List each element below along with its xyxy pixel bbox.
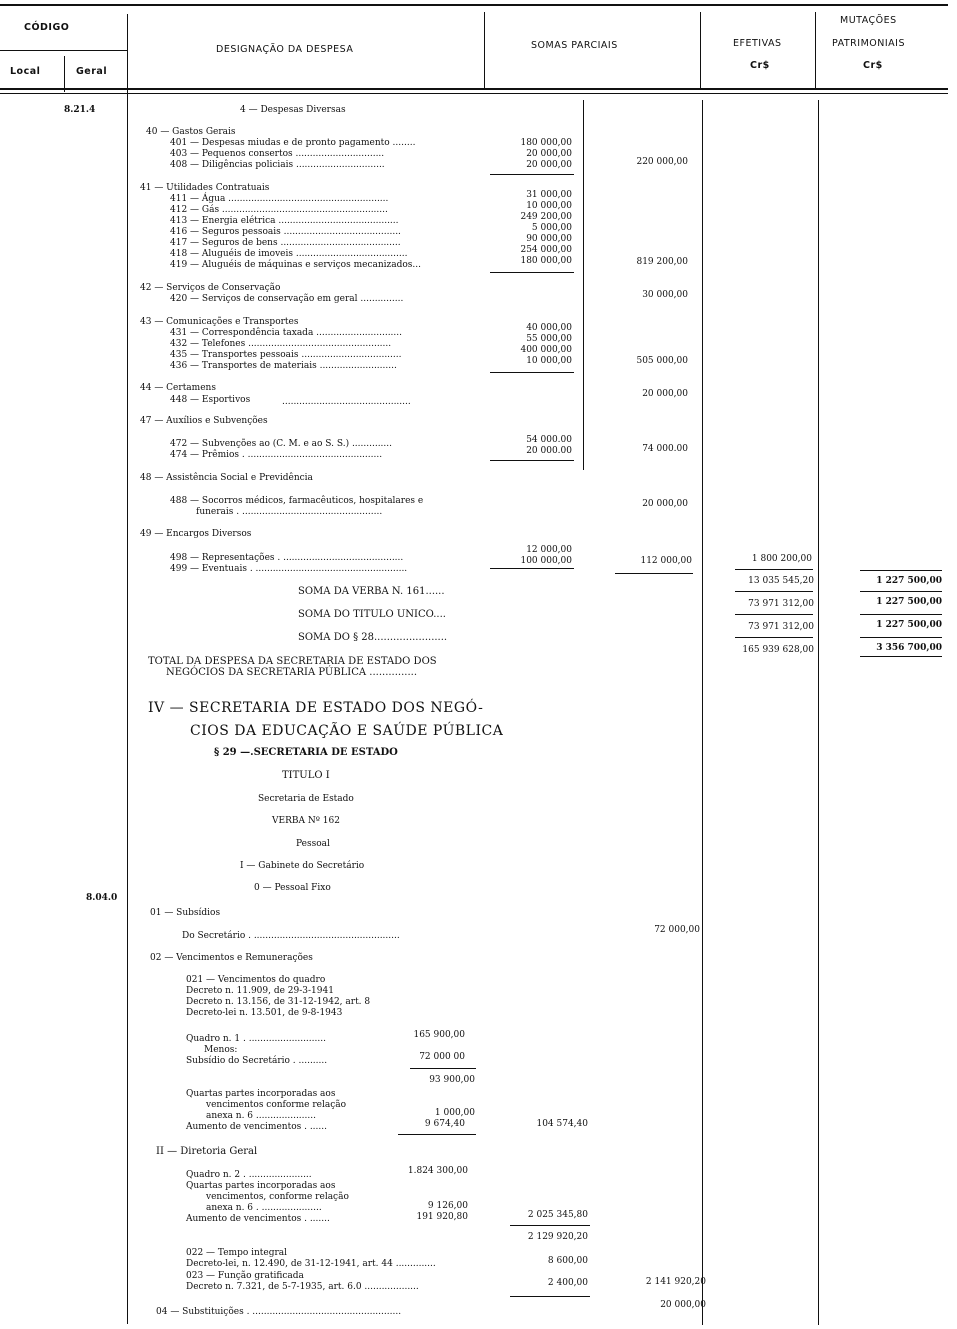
do-secretario-value: 72 000,00 (654, 925, 700, 935)
secretaria-subheading: Secretaria de Estado (258, 794, 354, 804)
total-label: TOTAL DA DESPESA DA SECRETARIA DE ESTADO DOS (148, 656, 437, 667)
g47-item-value: 54 000.00 (526, 435, 572, 445)
g43-item-value: 40 000,00 (526, 323, 572, 333)
quartas-partes-cont: vencimentos, conforme relação (206, 1192, 349, 1202)
quartas-partes-value: 9 126,00 (427, 1201, 468, 1211)
g41-item-label: 416 — Seguros pessoais ......................................... (170, 227, 401, 237)
v023-title: 023 — Função gratificada (186, 1271, 304, 1281)
decreto-line: Decreto-lei n. 13.501, de 9-8-1943 (186, 1008, 343, 1018)
g41-title: 41 — Utilidades Contratuais (140, 183, 270, 193)
g41-item-label: 418 — Aluguéis de imoveis ....................................... (170, 249, 408, 259)
g43-item-label: 431 — Correspondência taxada .............................. (170, 328, 402, 338)
substituicoes-value: 20 000,00 (660, 1300, 706, 1310)
soma-mutacoes: 1 227 500,00 (876, 576, 942, 586)
code-8-04-0: 8.04.0 (86, 893, 118, 903)
paragraph-heading: § 29 —.SECRETARIA DE ESTADO (214, 747, 398, 758)
g41-item-value: 249 200,00 (520, 212, 572, 222)
soma-label: SOMA DO § 28....................... (298, 632, 448, 643)
soma-efetivas: 13 035 545,20 (748, 576, 814, 586)
g48-item-cont: funerais . ................................................. (196, 507, 383, 517)
quadro2-value: 1.824 300,00 (407, 1166, 468, 1176)
secretaria-heading-cont: CIOS DA EDUCAÇÃO E SAÚDE PÚBLICA (190, 723, 504, 739)
header-designacao: DESIGNAÇÃO DA DESPESA (216, 44, 354, 55)
g49-item-value: 12 000,00 (526, 545, 572, 555)
g49-item-label: 499 — Eventuais . ..................................................... (170, 564, 408, 574)
g43-total: 505 000,00 (636, 356, 688, 366)
g40-item-label: 401 — Despesas miudas e de pronto pagamento ........ (170, 138, 416, 148)
g41-item-value: 10 000,00 (526, 201, 572, 211)
header-local: Local (10, 66, 41, 77)
g48-title: 48 — Assistência Social e Previdência (140, 473, 313, 483)
g49-title: 49 — Encargos Diversos (140, 529, 252, 539)
code-8-21-4: 8.21.4 (64, 105, 96, 115)
g47-item-label: 472 — Subvenções ao (C. M. e ao S. S.) .............. (170, 439, 393, 449)
g40-item-value: 180 000,00 (520, 138, 572, 148)
total-efetivas: 165 939 628,00 (742, 645, 814, 655)
g41-item-label: 412 — Gás .......................................................... (170, 205, 388, 215)
quartas-partes-cont: anexa n. 6 ..................... (206, 1111, 316, 1121)
quartas-partes: Quartas partes incorporadas aos (186, 1181, 336, 1191)
header-codigo: CÓDIGO (24, 22, 70, 33)
subtotal-value: 93 900,00 (429, 1075, 475, 1085)
g49-efetivas: 1 800 200,00 (751, 554, 812, 564)
quadro1: Quadro n. 1 . ........................... (186, 1034, 326, 1044)
g41-item-value: 254 000,00 (520, 245, 572, 255)
g49-item-value: 100 000,00 (520, 556, 572, 566)
g40-item-label: 408 — Diligências policiais ............................... (170, 160, 385, 170)
g40-item-value: 20 000,00 (526, 149, 572, 159)
decreto-line: Decreto-lei, n. 12.490, de 31-12-1941, art. 44 .............. (186, 1259, 436, 1269)
g41-total: 819 200,00 (636, 257, 688, 267)
soma-label: SOMA DO TITULO UNICO.... (298, 609, 446, 620)
despesas-diversas-title: 4 — Despesas Diversas (240, 105, 346, 115)
verba-heading: VERBA Nº 162 (272, 816, 340, 826)
header-efetivas-unit: Cr$ (750, 60, 770, 71)
decreto-line: Decreto n. 7.321, de 5-7-1935, art. 6.0 ................... (186, 1282, 419, 1292)
subsidios-title: 01 — Subsídios (150, 908, 221, 918)
g43-item-label: 432 — Telefones .................................................. (170, 339, 392, 349)
g44-item: 448 — Esportivos (170, 395, 251, 405)
g40-item-label: 403 — Pequenos consertos ............................... (170, 149, 385, 159)
header-mutacoes-unit: Cr$ (863, 60, 883, 71)
vencimentos-title: 02 — Vencimentos e Remunerações (150, 953, 313, 963)
g43-item-value: 400 000,00 (520, 345, 572, 355)
g43-item-label: 435 — Transportes pessoais ................................... (170, 350, 402, 360)
do-secretario: Do Secretário . ................................................... (182, 931, 400, 941)
subsidio-secretario-value: 72 000 00 (419, 1052, 465, 1062)
g47-title: 47 — Auxílios e Subvenções (140, 416, 268, 426)
g48-total: 20 000,00 (642, 499, 688, 509)
header-efetivas: EFETIVAS (733, 38, 782, 49)
gabinete-heading: I — Gabinete do Secretário (240, 861, 365, 871)
g41-item-value: 180 000,00 (520, 256, 572, 266)
g43-item-value: 55 000,00 (526, 334, 572, 344)
g43-item-label: 436 — Transportes de materiais ........................... (170, 361, 397, 371)
g47-item-value: 20 000.00 (526, 446, 572, 456)
decreto-line: Decreto n. 11.909, de 29-3-1941 (186, 986, 334, 996)
g40-total: 220 000,00 (636, 157, 688, 167)
g49-total: 112 000,00 (640, 556, 692, 566)
soma-mutacoes: 1 227 500,00 (876, 597, 942, 607)
diretoria-title: II — Diretoria Geral (156, 1146, 258, 1157)
aumento-vencimentos-value: 9 674,40 (424, 1119, 465, 1129)
g49-item-label: 498 — Representações . .......................................... (170, 553, 404, 563)
menos-label: Menos: (204, 1045, 238, 1055)
g43-title: 43 — Comunicações e Transportes (140, 317, 299, 327)
secretaria-heading: IV — SECRETARIA DE ESTADO DOS NEGÓ- (148, 700, 484, 716)
aumento-vencimentos: Aumento de vencimentos . ....... (186, 1214, 330, 1224)
aumento-vencimentos: Aumento de vencimentos . ...... (186, 1122, 327, 1132)
g41-item-label: 413 — Energia elétrica .......................................... (170, 216, 399, 226)
decreto-line: Decreto n. 13.156, de 31-12-1942, art. 8 (186, 997, 371, 1007)
g44-total: 20 000,00 (642, 389, 688, 399)
quartas-partes: Quartas partes incorporadas aos (186, 1089, 336, 1099)
header-geral: Geral (76, 66, 108, 77)
g41-item-label: 411 — Água ........................................................ (170, 194, 389, 204)
g41-item-value: 90 000,00 (526, 234, 572, 244)
pessoal-fixo-heading: 0 — Pessoal Fixo (254, 883, 331, 893)
soma-efetivas: 73 971 312,00 (748, 622, 814, 632)
header-mutacoes: MUTAÇÕES (840, 15, 897, 26)
g43-item-value: 10 000,00 (526, 356, 572, 366)
g41-item-label: 417 — Seguros de bens .......................................... (170, 238, 401, 248)
pessoal-heading: Pessoal (296, 839, 330, 849)
titulo-heading: TITULO I (282, 770, 330, 781)
header-patrimoniais: PATRIMONIAIS (832, 38, 906, 49)
v021-title: 021 — Vencimentos do quadro (186, 975, 326, 985)
g40-item-value: 20 000,00 (526, 160, 572, 170)
g41-item-label: 419 — Aluguéis de máquinas e serviços mecanizados... (170, 260, 422, 270)
v02-total: 2 141 920,20 (645, 1277, 706, 1287)
soma-efetivas: 73 971 312,00 (748, 599, 814, 609)
quadro2: Quadro n. 2 . ...................... (186, 1170, 312, 1180)
quartas-partes-value: 1 000,00 (434, 1108, 475, 1118)
subsidio-secretario: Subsídio do Secretário . .......... (186, 1056, 328, 1066)
total-label-cont: NEGÓCIOS DA SECRETARIA PÚBLICA ............... (166, 667, 417, 678)
g48-item: 488 — Socorros médicos, farmacêuticos, hospitalares e (170, 496, 424, 506)
v023-value: 2 400,00 (547, 1278, 588, 1288)
g44-title: 44 — Certamens (140, 383, 216, 393)
v021-total: 2 129 920,20 (527, 1232, 588, 1242)
v022-value: 8 600,00 (547, 1256, 588, 1266)
g41-item-value: 5 000,00 (531, 223, 572, 233)
diretoria-total: 2 025 345,80 (527, 1210, 588, 1220)
quartas-partes-cont: anexa n. 6 . ..................... (206, 1203, 322, 1213)
quartas-partes-cont: vencimentos conforme relação (206, 1100, 347, 1110)
substituicoes: 04 — Substituições . .................................................... (156, 1307, 402, 1317)
quadro1-value: 165 900,00 (413, 1030, 465, 1040)
soma-label: SOMA DA VERBA N. 161...... (298, 586, 445, 597)
g44-dots: ............................................. (282, 397, 411, 407)
total-mutacoes: 3 356 700,00 (876, 643, 942, 653)
g47-item-label: 474 — Prêmios . ............................................... (170, 450, 383, 460)
g42-total: 30 000,00 (642, 290, 688, 300)
g42-title: 42 — Serviços de Conservação (140, 283, 281, 293)
aumento-vencimentos-value: 191 920,80 (416, 1212, 468, 1222)
gabinete-total: 104 574,40 (536, 1119, 588, 1129)
g41-item-value: 31 000,00 (526, 190, 572, 200)
soma-mutacoes: 1 227 500,00 (876, 620, 942, 630)
g42-item: 420 — Serviços de conservação em geral ............... (170, 294, 404, 304)
header-somas-parciais: SOMAS PARCIAIS (531, 40, 618, 51)
g47-total: 74 000.00 (642, 444, 688, 454)
v022-title: 022 — Tempo integral (186, 1248, 288, 1258)
g40-title: 40 — Gastos Gerais (146, 127, 236, 137)
